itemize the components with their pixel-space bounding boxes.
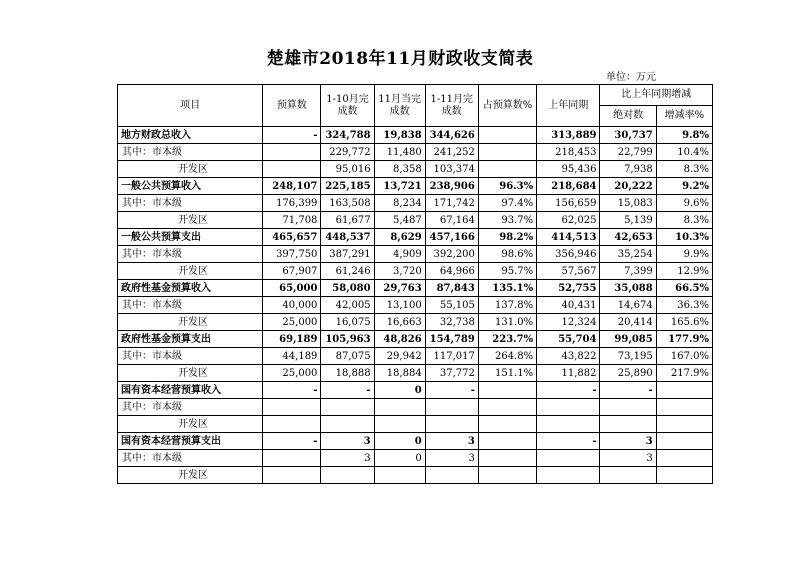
table-row [118, 297, 713, 314]
cell-rate: 8.3% [656, 161, 712, 178]
cell-nov: 3,720 [374, 263, 425, 280]
cell-budget [263, 450, 321, 467]
table-row [118, 314, 713, 331]
cell-budget: 465,657 [263, 229, 321, 246]
cell-budget: 25,000 [263, 365, 321, 382]
cell-nov [374, 467, 425, 484]
cell-jan-oct: 324,788 [321, 127, 374, 144]
cell-budget [263, 144, 321, 161]
cell-jan-nov: 241,252 [425, 144, 478, 161]
cell-nov [374, 399, 425, 416]
cell-jan-oct [321, 467, 374, 484]
cell-jan-oct: 61,677 [321, 212, 374, 229]
cell-last: 12,324 [537, 314, 600, 331]
row-label: 其中：市本级 [118, 399, 263, 416]
cell-jan-nov: 32,738 [425, 314, 478, 331]
cell-jan-oct: 105,963 [321, 331, 374, 348]
cell-jan-oct: 58,080 [321, 280, 374, 297]
cell-abs: 73,195 [600, 348, 656, 365]
cell-rate: 217.9% [656, 365, 712, 382]
cell-pct [478, 161, 536, 178]
cell-last: 156,659 [537, 195, 600, 212]
cell-abs: 30,737 [600, 127, 656, 144]
cell-jan-oct [321, 399, 374, 416]
row-label: 一般公共预算支出 [118, 229, 263, 246]
cell-jan-oct: 16,075 [321, 314, 374, 331]
cell-rate [656, 382, 712, 399]
cell-budget [263, 416, 321, 433]
cell-nov: 8,629 [374, 229, 425, 246]
table-row [118, 263, 713, 280]
cell-pct: 98.2% [478, 229, 536, 246]
cell-jan-nov: 64,966 [425, 263, 478, 280]
cell-abs: 7,399 [600, 263, 656, 280]
cell-jan-oct: - [321, 382, 374, 399]
cell-rate: 9.9% [656, 246, 712, 263]
cell-abs: 35,254 [600, 246, 656, 263]
cell-pct: 135.1% [478, 280, 536, 297]
cell-nov: 29,763 [374, 280, 425, 297]
cell-jan-oct: 3 [321, 433, 374, 450]
cell-jan-oct: 95,016 [321, 161, 374, 178]
cell-nov: 19,838 [374, 127, 425, 144]
header-budget: 预算数 [263, 85, 321, 127]
cell-rate: 12.9% [656, 263, 712, 280]
cell-abs [600, 399, 656, 416]
cell-rate: 165.6% [656, 314, 712, 331]
table-row [118, 178, 713, 195]
cell-nov: 29,942 [374, 348, 425, 365]
cell-budget: 44,189 [263, 348, 321, 365]
cell-budget: 176,399 [263, 195, 321, 212]
cell-pct: 223.7% [478, 331, 536, 348]
header-pct-budget: 占预算数% [478, 85, 536, 127]
table-row [118, 195, 713, 212]
table-row [118, 365, 713, 382]
cell-last: - [537, 433, 600, 450]
cell-nov: 0 [374, 433, 425, 450]
cell-jan-nov: 457,166 [425, 229, 478, 246]
row-label: 开发区 [118, 416, 263, 433]
cell-jan-nov: 3 [425, 450, 478, 467]
cell-budget: 248,107 [263, 178, 321, 195]
cell-jan-oct: 448,537 [321, 229, 374, 246]
cell-budget [263, 399, 321, 416]
row-label: 其中：市本级 [118, 348, 263, 365]
cell-nov: 48,826 [374, 331, 425, 348]
cell-jan-oct [321, 416, 374, 433]
table-row [118, 212, 713, 229]
row-label: 开发区 [118, 365, 263, 382]
cell-nov: 13,100 [374, 297, 425, 314]
table-row [118, 382, 713, 399]
cell-rate: 10.3% [656, 229, 712, 246]
cell-last [537, 399, 600, 416]
cell-jan-nov: 117,017 [425, 348, 478, 365]
cell-nov: 18,884 [374, 365, 425, 382]
cell-pct [478, 127, 536, 144]
table-row [118, 144, 713, 161]
cell-rate: 8.3% [656, 212, 712, 229]
cell-pct [478, 382, 536, 399]
row-label: 其中：市本级 [118, 144, 263, 161]
table-row [118, 450, 713, 467]
cell-abs: 22,799 [600, 144, 656, 161]
cell-last [537, 416, 600, 433]
cell-pct [478, 416, 536, 433]
cell-pct [478, 144, 536, 161]
cell-last: 57,567 [537, 263, 600, 280]
cell-budget: 65,000 [263, 280, 321, 297]
cell-jan-oct: 61,246 [321, 263, 374, 280]
table-row [118, 127, 713, 144]
cell-last: 414,513 [537, 229, 600, 246]
cell-nov: 16,663 [374, 314, 425, 331]
cell-jan-nov [425, 467, 478, 484]
header-nov: 11月当完成数 [374, 85, 425, 127]
cell-budget: - [263, 382, 321, 399]
cell-abs [600, 467, 656, 484]
cell-pct: 97.4% [478, 195, 536, 212]
cell-jan-nov: 67,164 [425, 212, 478, 229]
cell-abs: 20,414 [600, 314, 656, 331]
cell-last: 55,704 [537, 331, 600, 348]
cell-pct: 131.0% [478, 314, 536, 331]
cell-jan-oct: 18,888 [321, 365, 374, 382]
cell-jan-oct: 42,005 [321, 297, 374, 314]
cell-jan-oct: 87,075 [321, 348, 374, 365]
cell-pct [478, 399, 536, 416]
row-label: 其中：市本级 [118, 246, 263, 263]
cell-rate: 9.2% [656, 178, 712, 195]
page-title: 楚雄市2018年11月财政收支简表 [266, 49, 534, 69]
row-label: 地方财政总收入 [118, 127, 263, 144]
cell-abs: 3 [600, 450, 656, 467]
cell-nov: 11,480 [374, 144, 425, 161]
cell-rate [656, 433, 712, 450]
row-label: 其中：市本级 [118, 297, 263, 314]
cell-jan-nov: 238,906 [425, 178, 478, 195]
cell-jan-nov: 154,789 [425, 331, 478, 348]
cell-budget: 397,750 [263, 246, 321, 263]
cell-last: 313,889 [537, 127, 600, 144]
finance-table [117, 84, 713, 484]
cell-rate: 66.5% [656, 280, 712, 297]
cell-last: 11,882 [537, 365, 600, 382]
table-row [118, 161, 713, 178]
row-label: 政府性基金预算收入 [118, 280, 263, 297]
cell-rate [656, 399, 712, 416]
table-row [118, 280, 713, 297]
cell-rate [656, 467, 712, 484]
cell-budget: 69,189 [263, 331, 321, 348]
cell-pct: 96.3% [478, 178, 536, 195]
cell-abs: 35,088 [600, 280, 656, 297]
row-label: 其中：市本级 [118, 195, 263, 212]
cell-abs: 14,674 [600, 297, 656, 314]
cell-abs: 3 [600, 433, 656, 450]
cell-rate: 177.9% [656, 331, 712, 348]
cell-budget: 71,708 [263, 212, 321, 229]
cell-abs: 7,938 [600, 161, 656, 178]
row-label: 一般公共预算收入 [118, 178, 263, 195]
cell-last: 356,946 [537, 246, 600, 263]
cell-budget: - [263, 433, 321, 450]
cell-budget: 67,907 [263, 263, 321, 280]
row-label: 开发区 [118, 212, 263, 229]
cell-abs: 25,890 [600, 365, 656, 382]
row-label: 开发区 [118, 161, 263, 178]
cell-rate [656, 416, 712, 433]
cell-pct: 137.8% [478, 297, 536, 314]
cell-pct: 264.8% [478, 348, 536, 365]
unit-label: 单位：万元 [606, 72, 656, 83]
row-label: 国有资本经营预算支出 [118, 433, 263, 450]
cell-jan-oct: 387,291 [321, 246, 374, 263]
cell-jan-nov: - [425, 382, 478, 399]
cell-abs: 99,085 [600, 331, 656, 348]
cell-pct: 95.7% [478, 263, 536, 280]
row-label: 政府性基金预算支出 [118, 331, 263, 348]
cell-nov [374, 416, 425, 433]
row-label: 开发区 [118, 467, 263, 484]
cell-abs: 42,653 [600, 229, 656, 246]
cell-last: - [537, 382, 600, 399]
cell-nov: 0 [374, 450, 425, 467]
cell-jan-oct: 229,772 [321, 144, 374, 161]
cell-jan-nov: 392,200 [425, 246, 478, 263]
cell-rate: 9.6% [656, 195, 712, 212]
cell-nov: 8,358 [374, 161, 425, 178]
cell-budget [263, 467, 321, 484]
cell-last: 218,684 [537, 178, 600, 195]
cell-pct [478, 467, 536, 484]
cell-abs: 5,139 [600, 212, 656, 229]
table-row [118, 467, 713, 484]
cell-pct: 98.6% [478, 246, 536, 263]
cell-jan-nov [425, 399, 478, 416]
row-label: 国有资本经营预算收入 [118, 382, 263, 399]
cell-jan-nov: 171,742 [425, 195, 478, 212]
cell-jan-nov: 55,105 [425, 297, 478, 314]
header-jan-oct: 1-10月完成数 [321, 85, 374, 127]
cell-budget: - [263, 127, 321, 144]
cell-last: 218,453 [537, 144, 600, 161]
cell-last: 43,822 [537, 348, 600, 365]
row-label: 开发区 [118, 263, 263, 280]
cell-rate [656, 450, 712, 467]
cell-jan-oct: 163,508 [321, 195, 374, 212]
table-body [118, 127, 713, 484]
cell-abs: - [600, 382, 656, 399]
table-row [118, 348, 713, 365]
cell-jan-nov: 87,843 [425, 280, 478, 297]
cell-rate: 9.8% [656, 127, 712, 144]
cell-jan-oct: 3 [321, 450, 374, 467]
cell-jan-oct: 225,185 [321, 178, 374, 195]
table-row [118, 229, 713, 246]
cell-jan-nov: 37,772 [425, 365, 478, 382]
cell-budget [263, 161, 321, 178]
cell-jan-nov: 3 [425, 433, 478, 450]
cell-last [537, 467, 600, 484]
header-abs: 绝对数 [600, 106, 656, 127]
cell-rate: 10.4% [656, 144, 712, 161]
header-jan-nov: 1-11月完成数 [425, 85, 478, 127]
cell-pct [478, 450, 536, 467]
cell-nov: 0 [374, 382, 425, 399]
cell-pct [478, 433, 536, 450]
table-row [118, 433, 713, 450]
cell-last [537, 450, 600, 467]
row-label: 其中：市本级 [118, 450, 263, 467]
cell-nov: 8,234 [374, 195, 425, 212]
cell-last: 52,755 [537, 280, 600, 297]
table-row [118, 399, 713, 416]
table-row [118, 331, 713, 348]
cell-nov: 4,909 [374, 246, 425, 263]
cell-budget: 25,000 [263, 314, 321, 331]
cell-pct: 93.7% [478, 212, 536, 229]
row-label: 开发区 [118, 314, 263, 331]
cell-jan-nov: 344,626 [425, 127, 478, 144]
cell-last: 95,436 [537, 161, 600, 178]
table-row [118, 246, 713, 263]
cell-rate: 36.3% [656, 297, 712, 314]
cell-abs [600, 416, 656, 433]
cell-last: 62,025 [537, 212, 600, 229]
header-yoy-group: 比上年同期增减 [600, 85, 713, 106]
cell-pct: 151.1% [478, 365, 536, 382]
table-row [118, 416, 713, 433]
cell-jan-nov: 103,374 [425, 161, 478, 178]
cell-abs: 20,222 [600, 178, 656, 195]
cell-nov: 5,487 [374, 212, 425, 229]
cell-jan-nov [425, 416, 478, 433]
header-rate: 增减率% [656, 106, 712, 127]
header-item: 项目 [118, 85, 263, 127]
cell-last: 40,431 [537, 297, 600, 314]
cell-abs: 15,083 [600, 195, 656, 212]
header-last-year: 上年同期 [537, 85, 600, 127]
cell-nov: 13,721 [374, 178, 425, 195]
cell-rate: 167.0% [656, 348, 712, 365]
cell-budget: 40,000 [263, 297, 321, 314]
